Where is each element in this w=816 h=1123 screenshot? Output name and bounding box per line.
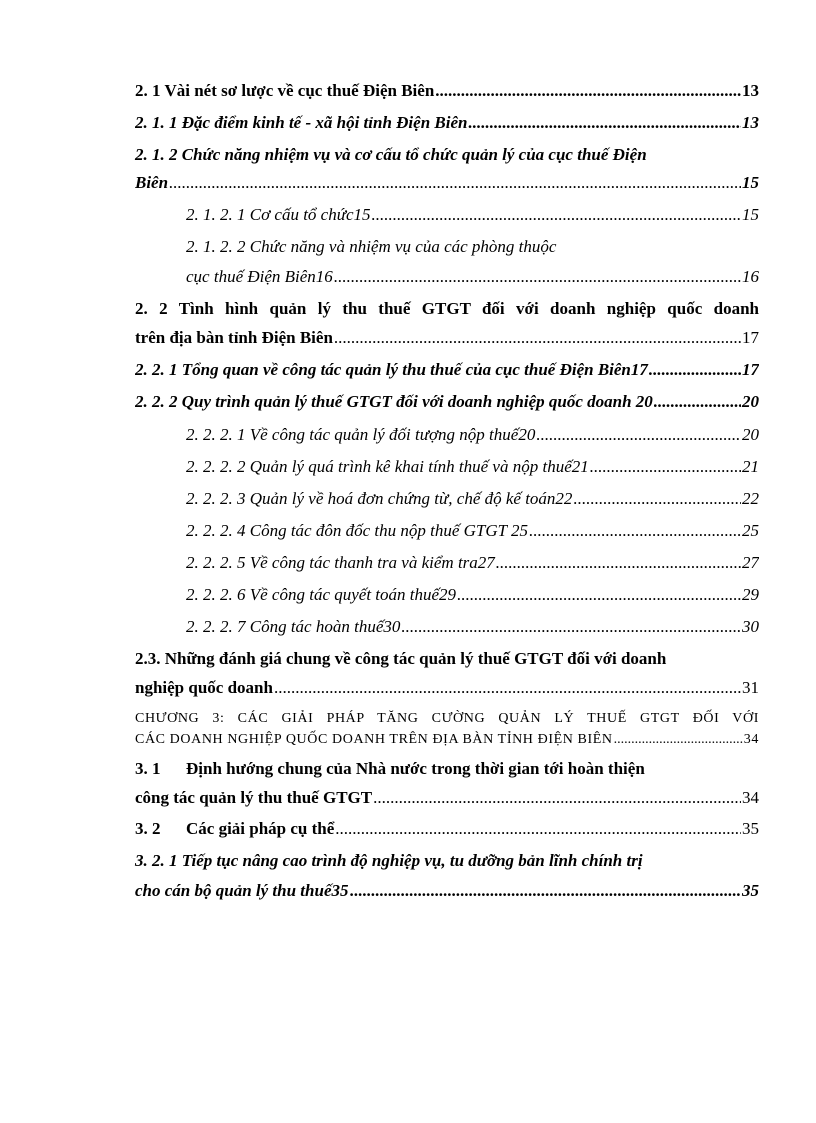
toc-page-number: 25 — [742, 521, 759, 540]
toc-page-number: 35 — [742, 881, 759, 900]
toc-entry-2-2-2-6 — [186, 584, 759, 606]
toc-leader-dots — [614, 729, 743, 751]
toc-entry-text: 2. 2. 2 Quy trình quản lý thuế GTGT đối với doanh nghiệp quốc doanh 20 — [135, 392, 653, 411]
toc-entry-text: 2. 2. 1 Tổng quan về công tác quản lý thu thuế của cục thuế Điện Biên17 — [135, 360, 648, 379]
toc-entry-text: 2. 2. 2. 4 Công tác đôn đốc thu nộp thuế GTGT 25 — [186, 521, 529, 540]
toc-leader-dots — [335, 818, 741, 840]
toc-leader-dots — [590, 456, 741, 478]
toc-entry-2-1-1 — [135, 112, 759, 134]
toc-entry-2-2-line1: 2. 2 Tình hình quản lý thu thuế GTGT đối với doanh nghiệp quốc doanh — [135, 299, 759, 318]
toc-entry-2-2 — [135, 327, 759, 349]
toc-page-number: 34 — [743, 732, 759, 747]
toc-chapter-3 — [135, 729, 759, 751]
toc-leader-dots — [435, 80, 741, 102]
toc-entry-2-2-2-3 — [186, 488, 759, 510]
toc-page-number: 16 — [742, 267, 759, 286]
toc-page-number: 17 — [742, 360, 759, 379]
toc-leader-dots — [350, 880, 742, 902]
toc-entry-2-1 — [135, 80, 759, 102]
toc-chapter-3-line1: CHƯƠNG 3: CÁC GIẢI PHÁP TĂNG CƯỜNG QUẢN LÝ THUẾ GTGT ĐỐI VỚI — [135, 711, 759, 726]
toc-entry-text: 2. 2. 2. 6 Về công tác quyết toán thuế29 — [186, 585, 457, 604]
toc-entry-text: trên địa bàn tỉnh Điện Biên — [135, 328, 333, 347]
toc-entry-2-1-2-2 — [186, 266, 759, 288]
toc-entry-text: 2. 1. 1 Đặc điểm kinh tế - xã hội tỉnh Điện Biên — [135, 113, 468, 132]
toc-entry-2-3-line1: 2.3. Những đánh giá chung về công tác quản lý thuế GTGT đối với doanh — [135, 649, 667, 668]
toc-page-number: 17 — [742, 328, 759, 347]
toc-page-number: 20 — [742, 425, 759, 444]
toc-entry-text: 2. 2. 2. 1 Về công tác quản lý đối tượng nộp thuế20 — [186, 425, 536, 444]
toc-entry-2-2-2 — [135, 391, 759, 413]
toc-leader-dots — [649, 359, 741, 381]
toc-page-number: 20 — [742, 392, 759, 411]
toc-leader-dots — [536, 424, 741, 446]
toc-page-number: 21 — [742, 457, 759, 476]
toc-leader-dots — [274, 677, 741, 699]
toc-entry-text: 2. 1 Vài nét sơ lược về cục thuế Điện Biên — [135, 81, 435, 100]
toc-entry-2-1-2-1 — [186, 204, 759, 226]
toc-entry-text: 2. 2. 2. 5 Về công tác thanh tra và kiểm tra27 — [186, 553, 495, 572]
toc-page-number: 13 — [742, 113, 759, 132]
toc-page-number: 22 — [742, 489, 759, 508]
toc-entry-text: cục thuế Điện Biên16 — [186, 267, 333, 286]
toc-entry-text: 2. 1. 2. 1 Cơ cấu tổ chức15 — [186, 205, 371, 224]
toc-entry-text: nghiệp quốc doanh — [135, 678, 273, 697]
toc-entry-3-2 — [135, 818, 759, 840]
toc-entry-2-3 — [135, 677, 759, 699]
toc-leader-dots — [457, 584, 741, 606]
toc-leader-dots — [373, 787, 741, 809]
toc-leader-dots — [529, 520, 741, 542]
toc-leader-dots — [334, 327, 741, 349]
toc-entry-2-1-2-line1: 2. 1. 2 Chức năng nhiệm vụ và cơ cấu tổ chức quản lý của cục thuế Điện — [135, 145, 647, 164]
toc-entry-text: 3. 2 Các giải pháp cụ thể — [135, 819, 335, 838]
toc-entry-2-2-2-2 — [186, 456, 759, 478]
toc-entry-2-1-2-2-line1: 2. 1. 2. 2 Chức năng và nhiệm vụ của các phòng thuộc — [186, 237, 557, 256]
toc-entry-text: cho cán bộ quản lý thu thuế35 — [135, 881, 349, 900]
toc-entry-3-2-1-line1: 3. 2. 1 Tiếp tục nâng cao trình độ nghiệp vụ, tu dưỡng bản lĩnh chính trị — [135, 851, 643, 870]
toc-page-number: 31 — [742, 678, 759, 697]
toc-entry-2-2-2-1 — [186, 424, 759, 446]
toc-page-number: 35 — [742, 819, 759, 838]
toc-leader-dots — [468, 112, 741, 134]
toc-entry-2-1-2 — [135, 172, 759, 194]
toc-entry-text: 2. 2. 2. 7 Công tác hoàn thuế30 — [186, 617, 401, 636]
toc-entry-2-2-2-7 — [186, 616, 759, 638]
toc-entry-3-1-line1: 3. 1 Định hướng chung của Nhà nước trong thời gian tới hoàn thiện — [135, 759, 645, 778]
toc-entry-3-1 — [135, 787, 759, 809]
toc-leader-dots — [401, 616, 741, 638]
toc-leader-dots — [334, 266, 741, 288]
toc-entry-2-2-1 — [135, 359, 759, 381]
toc-entry-3-2-1 — [135, 880, 759, 902]
toc-entry-2-2-2-4 — [186, 520, 759, 542]
toc-entry-text: Biên — [135, 173, 169, 192]
toc-page-number: 15 — [742, 205, 759, 224]
toc-entry-text: công tác quản lý thu thuế GTGT — [135, 788, 373, 807]
toc-leader-dots — [573, 488, 741, 510]
toc-page-number: 29 — [742, 585, 759, 604]
toc-leader-dots — [654, 391, 741, 413]
toc-page-number: 27 — [742, 553, 759, 572]
toc-leader-dots — [496, 552, 741, 574]
toc-page-number: 13 — [742, 81, 759, 100]
toc-page-number: 15 — [742, 173, 759, 192]
toc-entry-text: 2. 2. 2. 2 Quản lý quá trình kê khai tính thuế và nộp thuế21 — [186, 457, 589, 476]
toc-entry-2-2-2-5 — [186, 552, 759, 574]
toc-page-number: 30 — [742, 617, 759, 636]
toc-leader-dots — [372, 204, 741, 226]
toc-leader-dots — [169, 172, 741, 194]
toc-entry-text: 2. 2. 2. 3 Quản lý về hoá đơn chứng từ, chế độ kế toán22 — [186, 489, 573, 508]
toc-page-number: 34 — [742, 788, 759, 807]
toc-entry-text: CÁC DOANH NGHIỆP QUỐC DOANH TRÊN ĐỊA BÀN TỈNH ĐIỆN BIÊN — [135, 732, 613, 747]
